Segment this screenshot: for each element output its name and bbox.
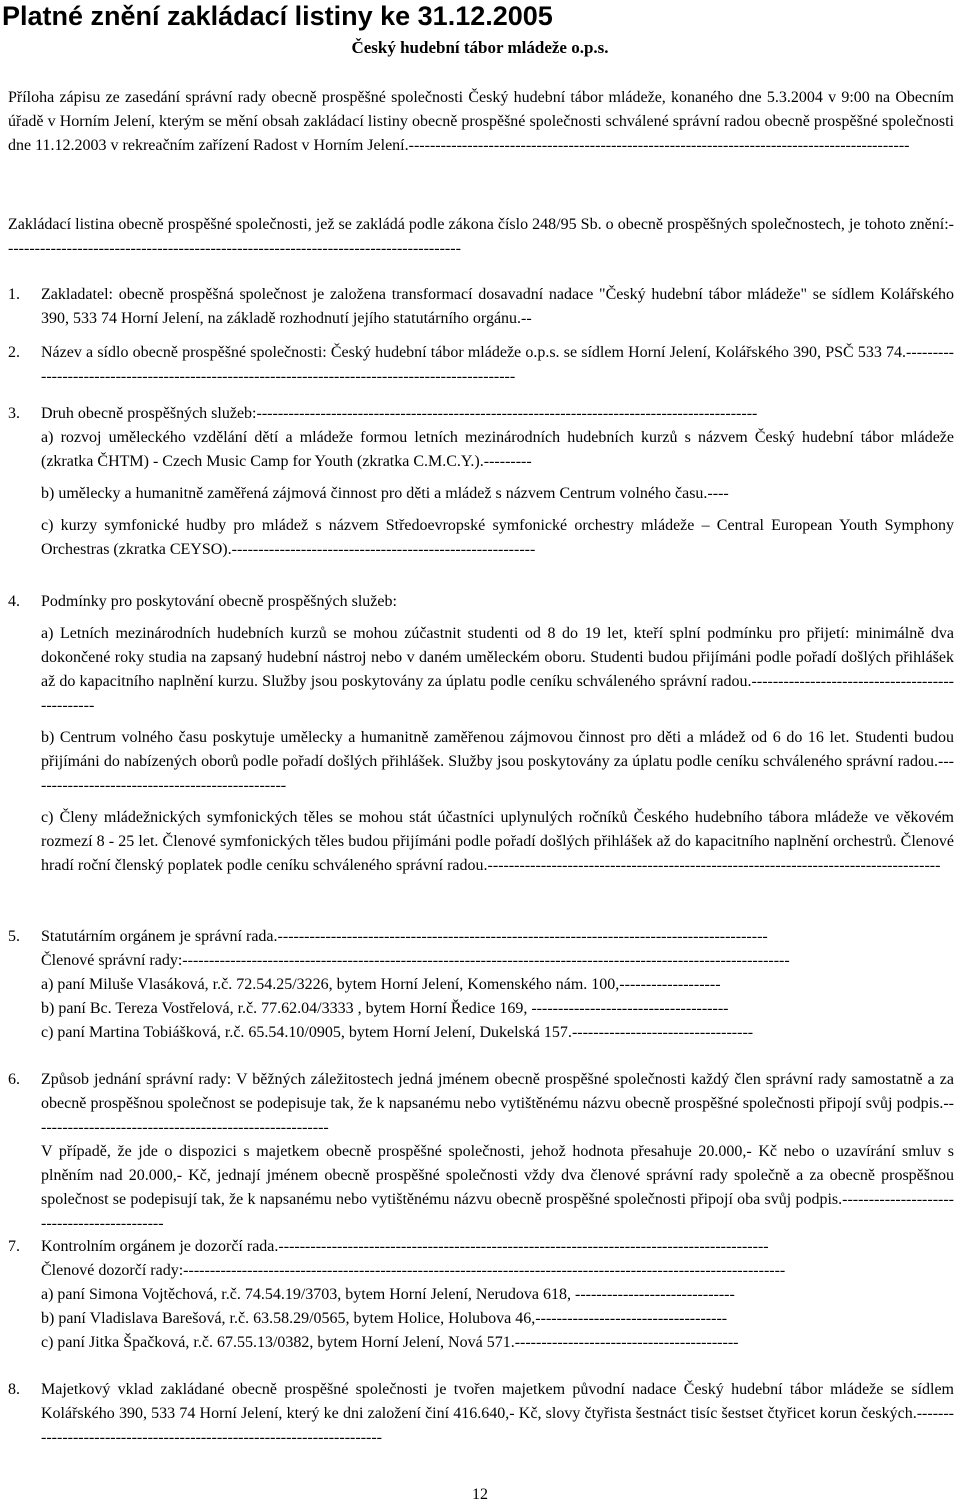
section-body bbox=[41, 402, 954, 562]
paragraph-text: Podmínky pro poskytování obecně prospěšných služeb: bbox=[41, 593, 397, 610]
section-body bbox=[41, 283, 954, 331]
paragraph-text: Název a sídlo obecně prospěšné společnosti: Český hudební tábor mládeže o.p.s. se sídlem Horní Jelení, Kolářského 390, PSČ 533 74. bbox=[41, 344, 907, 361]
paragraph-dashes: ------------------------------------------------ bbox=[41, 673, 954, 714]
paragraph-dashes: ------------------------------------------------- bbox=[41, 753, 954, 794]
intro-text: Příloha zápisu ze zasedání správní rady obecně prospěšné společnosti Český hudební tábor mládeže, konaného dne 5.3.2004 v 9:00 na Obecním úřadě v Horním Jelení, kterým se mění obsah zakládací listiny obecně prospěšné společnosti schválené správní radou obecně prospěšné společnosti dne 11.12.2003 v rekreačním zařízení Radost v Horním Jelení. bbox=[8, 89, 954, 154]
section-number: 8. bbox=[8, 1381, 20, 1398]
paragraph-text: c) paní Martina Tobiášková, r.č. 65.54.10/0905, bytem Horní Jelení, Dukelská 157. bbox=[41, 1024, 572, 1041]
section-paragraph bbox=[41, 1283, 954, 1307]
section-paragraph bbox=[41, 806, 954, 878]
section-8 bbox=[8, 1378, 954, 1450]
organization-name: Český hudební tábor mládeže o.p.s. bbox=[351, 38, 609, 57]
paragraph-dashes: -------------------------------------------------------- bbox=[41, 1095, 954, 1136]
section-paragraph bbox=[41, 973, 954, 997]
section-3 bbox=[8, 402, 954, 562]
section-paragraph bbox=[41, 426, 954, 474]
section-paragraph bbox=[41, 514, 954, 562]
section-body bbox=[41, 1378, 954, 1450]
paragraph-dashes: -------------------------------------------------------------------------------------------------- bbox=[41, 344, 954, 385]
section-7 bbox=[8, 1235, 954, 1355]
section-paragraph bbox=[41, 1331, 954, 1355]
section-1 bbox=[8, 283, 954, 331]
section-paragraph bbox=[41, 283, 954, 331]
paragraph-dashes: ------------------------------------------------------------------------------------------------------------------ bbox=[182, 952, 790, 969]
paragraph-dashes: ------------------------------ bbox=[574, 1286, 735, 1303]
section-paragraph bbox=[41, 1259, 954, 1283]
paragraph-text: b) paní Bc. Tereza Vostřelová, r.č. 77.62.04/3333 , bytem Horní Ředice 169, bbox=[41, 1000, 532, 1017]
section-paragraph bbox=[41, 1021, 954, 1045]
section-paragraph bbox=[41, 1140, 954, 1236]
intro-paragraph bbox=[8, 86, 954, 158]
page-number: 12 bbox=[472, 1486, 488, 1503]
section-paragraph bbox=[41, 949, 954, 973]
section-body bbox=[41, 590, 954, 878]
section-body bbox=[41, 341, 954, 389]
section-body bbox=[41, 1068, 954, 1236]
section-paragraph bbox=[41, 590, 954, 614]
paragraph-text: a) Letních mezinárodních hudebních kurzů se mohou zúčastnit studenti od 8 do 19 let, kteří splní podmínku pro přijetí: minimálně dva dokončené roky studia na zapsaný hudební nástroj nebo v daném uměleckém oboru. Studenti budou přijímáni podle pořadí došlých přihlášek až do kapacitního naplnění kurzu. Služby jsou poskytovány za úplatu podle ceníku schváleného správní radou. bbox=[41, 625, 954, 690]
paragraph-dashes: ------------------------------------- bbox=[531, 1000, 729, 1017]
paragraph-dashes: ----------------------------------------------------------------------------------------------------------------- bbox=[183, 1262, 786, 1279]
paragraph-dashes: ------------------------------------------------------------------------------------- bbox=[487, 857, 941, 874]
section-number: 4. bbox=[8, 593, 20, 610]
paragraph-text: Zakladatel: obecně prospěšná společnost je založena transformací dosavadní nadace "Český hudební tábor mládeže" se sídlem Kolářského 390, 533 74 Horní Jelení, na základě rozhodnutí jejího statutárního orgánu. bbox=[41, 286, 954, 327]
paragraph-dashes: --------- bbox=[483, 453, 532, 470]
paragraph-dashes: ---------------------------------------------------------------------------------------------- bbox=[256, 405, 758, 422]
paragraph-dashes: -- bbox=[521, 310, 532, 327]
charter-text: Zakládací listina obecně prospěšné společnosti, jež se zakládá podle zákona číslo 248/95 Sb. o obecně prospěšných společnostech, je tohoto znění: bbox=[8, 216, 949, 233]
paragraph-dashes: ----------------------------------------------------------------------- bbox=[41, 1405, 954, 1446]
section-number: 2. bbox=[8, 344, 20, 361]
section-paragraph bbox=[41, 402, 954, 426]
section-2 bbox=[8, 341, 954, 389]
paragraph-text: Způsob jednání správní rady: V běžných záležitostech jedná jménem obecně prospěšné společnosti každý člen správní rady samostatně a za obecně prospěšnou společnost se podepisuje tak, že k napsanému nebo vytištěnému názvu obecně prospěšné společnosti připojí svůj podpis. bbox=[41, 1071, 954, 1112]
paragraph-text: a) rozvoj uměleckého vzdělání dětí a mládeže formou letních mezinárodních hudebních kurzů s názvem Český hudební tábor mládeže (zkratka ČHTM) - Czech Music Camp for Youth (zkratka C.M.C.Y.). bbox=[41, 429, 954, 470]
paragraph-dashes: -------------------------------------------------------------------------------------------- bbox=[278, 1238, 769, 1255]
paragraph-text: Statutárním orgánem je správní rada. bbox=[41, 928, 278, 945]
paragraph-text: a) paní Simona Vojtěchová, r.č. 74.54.19/3703, bytem Horní Jelení, Nerudova 618, bbox=[41, 1286, 575, 1303]
paragraph-text: a) paní Miluše Vlasáková, r.č. 72.54.25/3226, bytem Horní Jelení, Komenského nám. 100, bbox=[41, 976, 620, 993]
paragraph-dashes: ---------------------------------- bbox=[571, 1024, 754, 1041]
paragraph-dashes: --------------------------------------------------------- bbox=[231, 541, 536, 558]
paragraph-text: Majetkový vklad zakládané obecně prospěšné společnosti je tvořen majetkem původní nadace Český hudební tábor mládeže se sídlem Kolářského 390, 533 74 Horní Jelení, který ke dni založení činí 416.640,- Kč, slovy čtyřista šestnáct tisíc šestset čtyřicet korun českých. bbox=[41, 1381, 954, 1422]
section-number: 5. bbox=[8, 928, 20, 945]
section-paragraph bbox=[41, 1378, 954, 1450]
paragraph-dashes: ------------------- bbox=[619, 976, 721, 993]
section-paragraph bbox=[41, 997, 954, 1021]
page-title: Platné znění zakládací listiny ke 31.12.2005 bbox=[2, 1, 553, 31]
section-body bbox=[41, 925, 954, 1045]
section-paragraph bbox=[41, 482, 954, 506]
section-paragraph bbox=[41, 1235, 954, 1259]
intro-dashes: ---------------------------------------------------------------------------------------------- bbox=[408, 137, 910, 154]
section-paragraph bbox=[41, 622, 954, 718]
charter-dashes: -------------------------------------------------------------------------------------- bbox=[8, 216, 954, 257]
section-paragraph bbox=[41, 925, 954, 949]
section-paragraph bbox=[41, 1068, 954, 1140]
paragraph-text: c) kurzy symfonické hudby pro mládež s názvem Středoevropské symfonické orchestry mládeže – Central European Youth Symphony Orchestras (zkratka CEYSO). bbox=[41, 517, 954, 558]
paragraph-text: Druh obecně prospěšných služeb: bbox=[41, 405, 257, 422]
paragraph-dashes: ---- bbox=[707, 485, 729, 502]
section-number: 1. bbox=[8, 286, 20, 303]
paragraph-text: b) umělecky a humanitně zaměřená zájmová činnost pro děti a mládež s názvem Centrum volného času. bbox=[41, 485, 708, 502]
paragraph-text: c) paní Jitka Špačková, r.č. 67.55.13/0382, bytem Horní Jelení, Nová 571. bbox=[41, 1334, 515, 1351]
section-number: 3. bbox=[8, 405, 20, 422]
paragraph-dashes: -------------------------------------------------------------------------------------------- bbox=[277, 928, 768, 945]
paragraph-text: b) paní Vladislava Barešová, r.č. 63.58.29/0565, bytem Holice, Holubova 46, bbox=[41, 1310, 536, 1327]
section-5 bbox=[8, 925, 954, 1045]
section-number: 7. bbox=[8, 1238, 20, 1255]
section-paragraph bbox=[41, 341, 954, 389]
paragraph-dashes: ------------------------------------------ bbox=[514, 1334, 739, 1351]
paragraph-text: b) Centrum volného času poskytuje umělecky a humanitně zaměřenou zájmovou činnost pro děti a mládež od 6 do 16 let. Studenti budou přijímáni do nabízených oborů podle pořadí došlých přihlášek. Služby jsou poskytovány za úplatu podle ceníku schváleného správní radou. bbox=[41, 729, 954, 770]
paragraph-text: V případě, že jde o dispozici s majetkem obecně prospěšné společnosti, jehož hodnota přesahuje 20.000,- Kč nebo o uzavírání smluv s plněním nad 20.000,- Kč, jednají jménem obecně prospěšné společnosti vždy dva členové správní rady společně a za obecně prospěšnou společnost se podepisují tak, že k napsanému nebo vytištěnému názvu obecně prospěšné společnosti připojí oba svůj podpis. bbox=[41, 1143, 954, 1208]
paragraph-text: c) Členy mládežnických symfonických těles se mohou stát účastníci uplynulých ročníků Českého hudebního tábora mládeže ve věkovém rozmezí 8 - 25 let. Členové symfonických těles budou přijímáni podle pořadí došlých přihlášek až do kapacitního naplnění orchestrů. Členové hradí roční členský poplatek podle ceníku schváleného správní radou. bbox=[41, 809, 954, 874]
section-4 bbox=[8, 590, 954, 878]
paragraph-text: Členové dozorčí rady: bbox=[41, 1262, 184, 1279]
paragraph-text: Členové správní rady: bbox=[41, 952, 183, 969]
section-body bbox=[41, 1235, 954, 1355]
section-paragraph bbox=[41, 726, 954, 798]
section-6 bbox=[8, 1068, 954, 1236]
section-number: 6. bbox=[8, 1071, 20, 1088]
paragraph-text: Kontrolním orgánem je dozorčí rada. bbox=[41, 1238, 279, 1255]
charter-statement bbox=[8, 213, 954, 261]
paragraph-dashes: -------------------------------------------- bbox=[41, 1191, 954, 1232]
section-paragraph bbox=[41, 1307, 954, 1331]
paragraph-dashes: ------------------------------------ bbox=[535, 1310, 728, 1327]
